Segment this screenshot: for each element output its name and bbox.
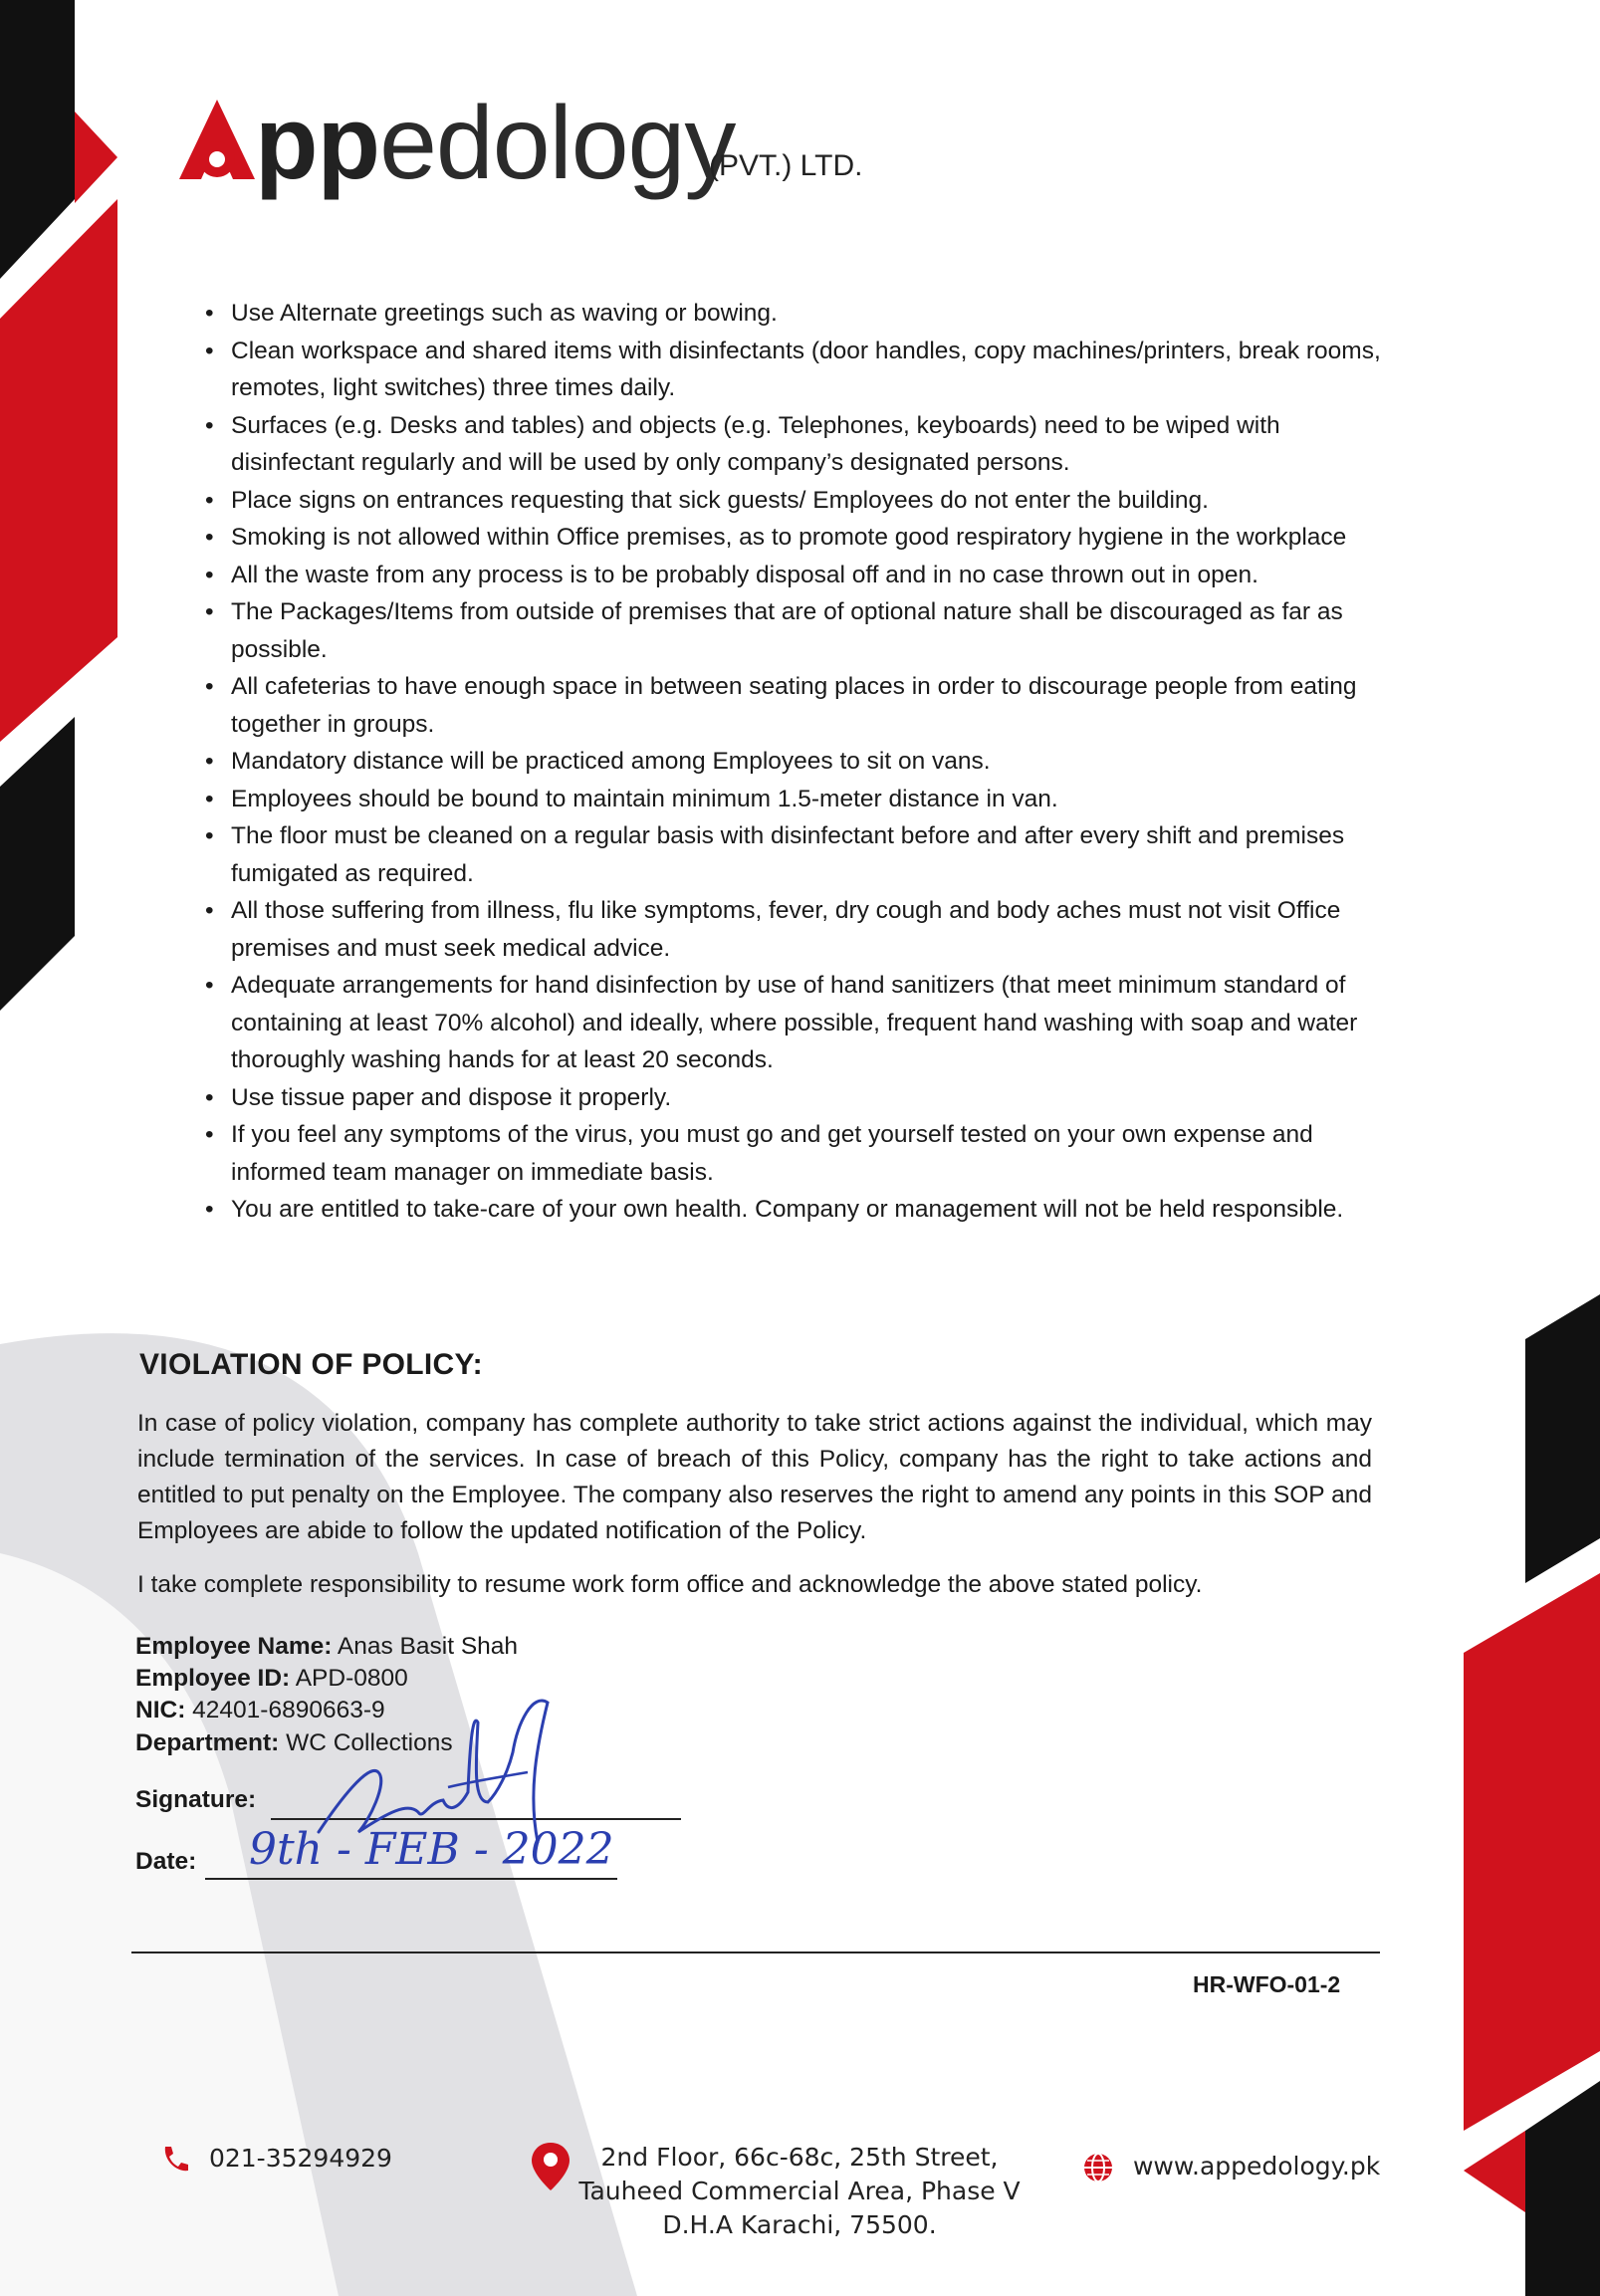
right-black-band-bottom: [1525, 2081, 1600, 2296]
globe-icon: [1081, 2151, 1115, 2184]
violation-paragraph: In case of policy violation, company has complete authority to take strict actions against the individual, which may include termination of the services. In case of breach of this Policy, company has the right to take actions and entitled to put penalty on the Employee. The company also reserves the right to amend any points in this SOP and Employees are abide to follow the updated notification of the Policy.: [137, 1410, 1372, 1544]
list-item: • All cafeterias to have enough space in between seating places in order to discourage people from eating together in groups.: [199, 668, 1404, 743]
department-label: Department:: [135, 1729, 280, 1756]
employee-name-row: [135, 1633, 518, 1661]
list-item: • Use Alternate greetings such as waving or bowing.: [199, 295, 1404, 333]
footer-rule: [131, 1952, 1380, 1953]
logo-mark-icon: [175, 96, 259, 199]
left-black-band-top: [0, 0, 75, 279]
right-red-arrow: [1464, 2131, 1525, 2212]
list-item: • Adequate arrangements for hand disinfection by use of hand sanitizers (that meet minimum standard of containing at least 70% alcohol) and ideally, where possible, frequent hand washing with soap and water thoroughly washing hands for at least 20 seconds.: [199, 967, 1404, 1079]
list-item: • The Packages/Items from outside of premises that are of optional nature shall be discouraged as far as possible.: [199, 593, 1404, 668]
nic-value: 42401-6890663-9: [192, 1697, 385, 1723]
date-label: Date:: [135, 1848, 197, 1875]
guidelines-list: [199, 295, 1404, 1229]
footer-website[interactable]: [1081, 2151, 1380, 2184]
date-line: [205, 1878, 617, 1880]
employee-name-value: Anas Basit Shah: [337, 1633, 519, 1660]
list-item: • Smoking is not allowed within Office premises, as to promote good respiratory hygiene in the workplace: [199, 519, 1404, 557]
logo-wordmark: [255, 86, 736, 201]
footer-phone: [157, 2143, 392, 2177]
list-item: • Mandatory distance will be practiced among Employees to sit on vans.: [199, 743, 1404, 781]
list-item: • All those suffering from illness, flu like symptoms, fever, dry cough and body aches must not visit Office premises and must seek medical advice.: [199, 892, 1404, 967]
company-logo: [175, 86, 892, 211]
left-red-band: [0, 199, 117, 742]
left-black-band-bottom: [0, 717, 75, 1011]
employee-name-label: Employee Name:: [135, 1633, 333, 1660]
right-red-band: [1464, 1573, 1600, 2131]
list-item: • Clean workspace and shared items with disinfectants (door handles, copy machines/printers, break rooms, remotes, light switches) three times daily.: [199, 333, 1404, 407]
right-black-band-top: [1525, 1294, 1600, 1583]
phone-icon: [157, 2143, 191, 2177]
logo-suffix: (PVT.) LTD.: [709, 149, 863, 182]
address-line-3: D.H.A Karachi, 75500.: [662, 2210, 937, 2239]
list-item: • You are entitled to take-care of your own health. Company or management will not be held responsible.: [199, 1191, 1404, 1229]
address-line-1: 2nd Floor, 66c-68c, 25th Street,: [600, 2143, 999, 2172]
list-item: • Employees should be bound to maintain minimum 1.5-meter distance in van.: [199, 781, 1404, 818]
logo-bold: pp: [255, 86, 380, 201]
handwritten-date: 9th - FEB - 2022: [249, 1824, 614, 1875]
list-item: • All the waste from any process is to be probably disposal off and in no case thrown out in open.: [199, 557, 1404, 594]
employee-id-value: APD-0800: [295, 1665, 408, 1692]
list-item: • Place signs on entrances requesting that sick guests/ Employees do not enter the building.: [199, 482, 1404, 520]
violation-title: VIOLATION OF POLICY:: [139, 1348, 483, 1381]
employee-id-label: Employee ID:: [135, 1665, 291, 1692]
left-red-arrow: [75, 112, 117, 203]
date-row: [135, 1848, 196, 1876]
website-link[interactable]: www.appedology.pk: [1132, 2152, 1381, 2181]
list-item: • If you feel any symptoms of the virus, you must go and get yourself tested on your own expense and informed team manager on immediate basis.: [199, 1116, 1404, 1191]
list-item: • Use tissue paper and dispose it properly.: [199, 1079, 1404, 1117]
acknowledgement-text: I take complete responsibility to resume work form office and acknowledge the above stated policy.: [137, 1571, 1203, 1598]
address-line-2: Tauheed Commercial Area, Phase V: [578, 2177, 1021, 2205]
list-item: • The floor must be cleaned on a regular basis with disinfectant before and after every shift and premises fumigated as required.: [199, 817, 1404, 892]
logo-light: edology: [379, 86, 736, 201]
footer-address: [566, 2141, 1033, 2242]
nic-label: NIC:: [135, 1697, 186, 1723]
phone-number: 021-35294929: [208, 2144, 392, 2173]
signature-label: Signature:: [135, 1786, 257, 1813]
signature-row: [135, 1786, 256, 1814]
department-value: WC Collections: [286, 1729, 453, 1756]
list-item: • Surfaces (e.g. Desks and tables) and objects (e.g. Telephones, keyboards) need to be wiped with disinfectant regularly and will be used by only company’s designated persons.: [199, 407, 1404, 482]
document-code: HR-WFO-01-2: [1193, 1971, 1341, 1997]
